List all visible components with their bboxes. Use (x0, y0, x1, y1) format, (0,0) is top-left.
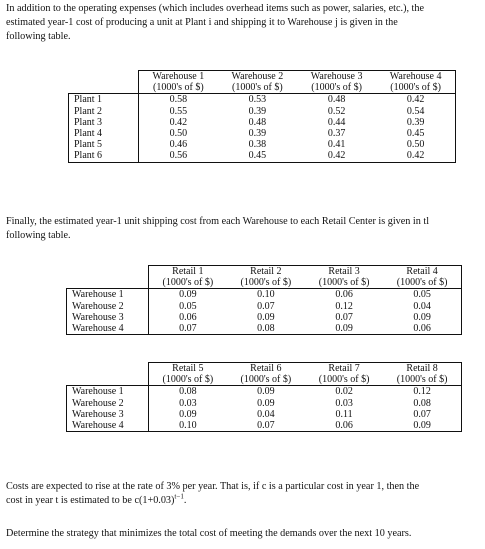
intro-line-3: following table. (6, 31, 71, 42)
table-cell: 0.48 (327, 94, 346, 106)
table-cell: 0.50 (376, 139, 455, 150)
table-cell: 0.42 (376, 94, 455, 106)
row-label: Warehouse 3 (67, 409, 149, 420)
column-unit: (1000's of $) (376, 82, 455, 94)
table-cell: 0.04 (257, 408, 275, 420)
column-header: Warehouse 2 (218, 71, 297, 83)
table-cell: 0.42 (376, 150, 455, 162)
intro-line-2: estimated year-1 cost of producing a unit at Plant i and shipping it to Warehouse j is given in the (6, 17, 398, 28)
table-cell: 0.04 (383, 301, 461, 312)
column-header: Retail 7 (305, 363, 383, 375)
table-cell: 0.58 (169, 94, 188, 106)
column-header: Warehouse 3 (297, 71, 376, 83)
table-cell: 0.08 (383, 398, 461, 409)
middle-line-1: Finally, the estimated year-1 unit shipping cost from each Warehouse to each Retail Center is given in tl (6, 216, 430, 227)
table-corner (67, 374, 149, 386)
table-cell: 0.09 (383, 420, 461, 432)
column-header: Retail 5 (149, 363, 227, 375)
table-corner (69, 71, 139, 83)
table-cell: 0.09 (383, 312, 461, 323)
column-unit: (1000's of $) (218, 82, 297, 94)
table-corner (67, 266, 149, 278)
column-unit: (1000's of $) (305, 277, 383, 289)
table-cell: 0.12 (335, 300, 353, 312)
intro-paragraph (6, 2, 480, 44)
column-header: Retail 1 (149, 266, 227, 278)
column-unit: (1000's of $) (227, 374, 305, 386)
column-header: Warehouse 1 (139, 71, 218, 83)
table-row (69, 94, 456, 106)
table-cell: 0.39 (248, 105, 267, 117)
column-unit: (1000's of $) (227, 277, 305, 289)
table-cell: 0.07 (257, 300, 275, 312)
table-cell: 0.06 (305, 420, 383, 432)
table-cell: 0.53 (248, 94, 267, 106)
table-cell: 0.48 (248, 116, 267, 128)
column-header: Retail 4 (383, 266, 461, 278)
row-label: Warehouse 2 (67, 398, 149, 409)
table-row (67, 312, 462, 323)
table-cell: 0.50 (169, 128, 188, 140)
table-cell: 0.06 (179, 311, 197, 323)
row-label: Warehouse 1 (67, 386, 149, 398)
table-row (67, 386, 462, 398)
middle-line-2: following table. (6, 230, 71, 241)
table-cell: 0.42 (169, 116, 188, 128)
table-cell: 0.56 (139, 150, 218, 162)
costs-line-2 (6, 494, 480, 508)
table-cell: 0.07 (227, 420, 305, 432)
row-label: Warehouse 2 (67, 301, 149, 312)
column-unit: (1000's of $) (297, 82, 376, 94)
row-label: Warehouse 3 (67, 312, 149, 323)
table-cell: 0.07 (149, 323, 227, 335)
table-cell: 0.52 (327, 105, 346, 117)
table-corner (67, 277, 149, 289)
table-cell: 0.08 (227, 323, 305, 335)
table-cell: 0.12 (383, 386, 461, 398)
table-cell: 0.54 (376, 106, 455, 117)
table-row (67, 420, 462, 432)
row-label: Plant 6 (69, 150, 139, 162)
table-row (67, 323, 462, 335)
middle-paragraph (6, 215, 480, 243)
table-cell: 0.09 (305, 323, 383, 335)
costs-line-2-text: cost in year t is estimated to be c(1+0.03) (6, 495, 175, 506)
final-paragraph (6, 527, 480, 541)
row-label: Plant 2 (69, 106, 139, 117)
table-row (67, 409, 462, 420)
column-header: Retail 8 (383, 363, 461, 375)
table-cell: 0.09 (179, 408, 197, 420)
warehouse-retail-cost-table-2 (66, 362, 462, 432)
costs-paragraph (6, 480, 480, 508)
table-cell: 0.42 (297, 150, 376, 162)
table-row (67, 289, 462, 301)
row-label: Warehouse 4 (67, 420, 149, 432)
row-label: Plant 5 (69, 139, 139, 150)
table-cell: 0.02 (335, 386, 353, 398)
row-label: Plant 3 (69, 117, 139, 128)
table-cell: 0.07 (383, 409, 461, 420)
column-unit: (1000's of $) (383, 277, 461, 289)
table-cell: 0.06 (383, 323, 461, 335)
table-cell: 0.05 (179, 300, 197, 312)
table-row (69, 106, 456, 117)
table-row (69, 128, 456, 139)
table-row (69, 139, 456, 150)
table-row (69, 150, 456, 162)
table-cell: 0.46 (169, 139, 188, 151)
table-cell: 0.09 (179, 289, 197, 301)
table-cell: 0.55 (169, 105, 188, 117)
table-row (69, 117, 456, 128)
column-unit: (1000's of $) (305, 374, 383, 386)
table-cell: 0.10 (149, 420, 227, 432)
costs-line-1: Costs are expected to rise at the rate of 3% per year. That is, if c is a particular cost in year 1, then the (6, 481, 420, 492)
row-label: Plant 4 (69, 128, 139, 139)
column-header: Warehouse 4 (376, 71, 455, 83)
column-unit: (1000's of $) (149, 374, 227, 386)
table-cell: 0.39 (248, 128, 267, 140)
costs-line-2-end: . (183, 495, 187, 506)
column-unit: (1000's of $) (139, 82, 218, 94)
row-label: Warehouse 4 (67, 323, 149, 335)
table-cell: 0.03 (179, 397, 197, 409)
column-header: Retail 2 (227, 266, 305, 278)
table-cell: 0.44 (327, 116, 346, 128)
column-header: Retail 3 (305, 266, 383, 278)
table-cell: 0.09 (257, 311, 275, 323)
exponent: t−1 (174, 492, 184, 501)
table-row (67, 301, 462, 312)
column-unit: (1000's of $) (383, 374, 461, 386)
row-label: Plant 1 (69, 94, 139, 106)
table-cell: 0.09 (257, 386, 275, 398)
warehouse-retail-cost-table-1 (66, 265, 462, 335)
table-cell: 0.45 (218, 150, 297, 162)
table-cell: 0.06 (335, 289, 353, 301)
table-corner (69, 82, 139, 94)
table-cell: 0.10 (257, 289, 275, 301)
table-row (67, 398, 462, 409)
table-corner (67, 363, 149, 375)
column-header: Retail 6 (227, 363, 305, 375)
table-cell: 0.45 (376, 128, 455, 139)
row-label: Warehouse 1 (67, 289, 149, 301)
table-cell: 0.37 (327, 128, 346, 140)
table-cell: 0.39 (376, 117, 455, 128)
table-cell: 0.11 (335, 408, 353, 420)
table-cell: 0.09 (257, 397, 275, 409)
final-line-1: Determine the strategy that minimizes the total cost of meeting the demands over the next 10 years. (6, 528, 412, 539)
table-cell: 0.07 (335, 311, 353, 323)
column-unit: (1000's of $) (149, 277, 227, 289)
table-cell: 0.41 (327, 139, 346, 151)
table-cell: 0.05 (383, 289, 461, 301)
intro-line-1: In addition to the operating expenses (which includes overhead items such as power, salaries, etc.), the (6, 3, 424, 14)
table-cell: 0.38 (248, 139, 267, 151)
plant-warehouse-cost-table (68, 70, 456, 163)
table-cell: 0.03 (335, 397, 353, 409)
table-cell: 0.08 (179, 386, 197, 398)
